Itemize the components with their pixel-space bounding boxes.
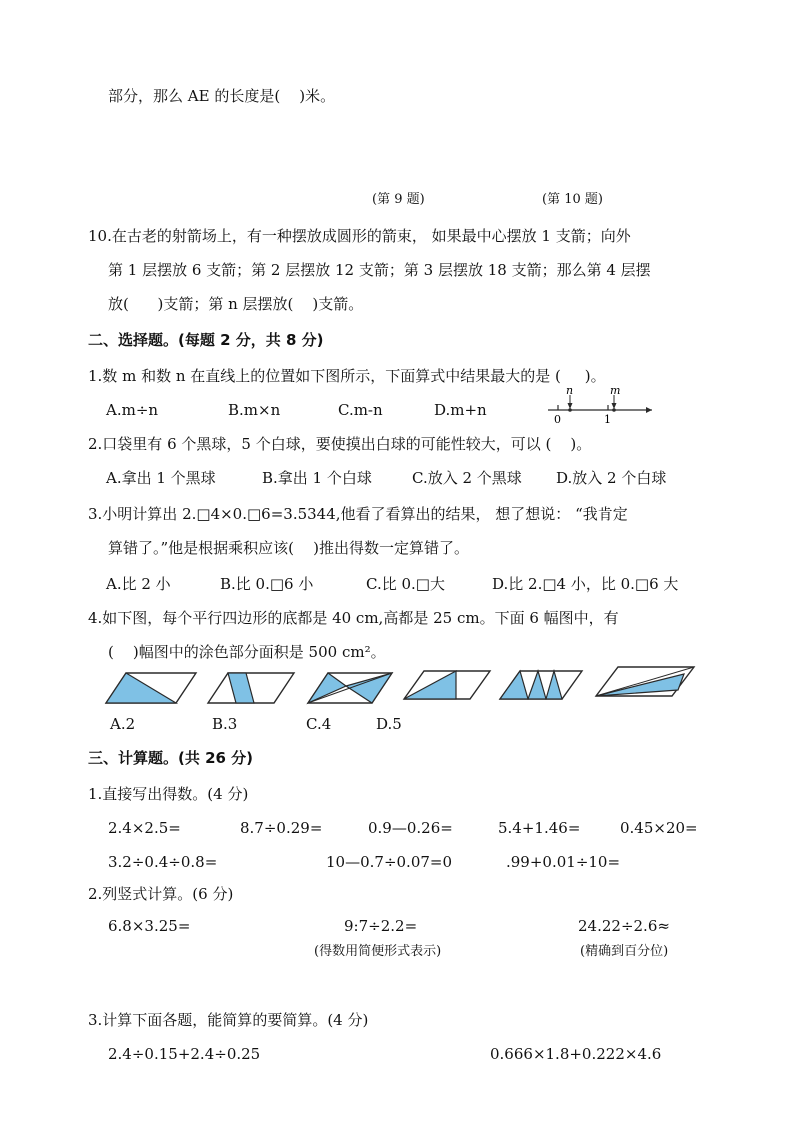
s2-q2-option-d: D.放入 2 个白球 [556, 469, 667, 487]
s3-q3-stem: 3.计算下面各题，能简算的要简算。(4 分) [88, 1011, 369, 1029]
s3-q1-r1-1: 2.4×2.5= [108, 819, 181, 837]
parallelogram-figure-4 [402, 668, 492, 702]
caption-question-9: (第 9 题) [372, 192, 425, 207]
s3-q2-item-2: 9:7÷2.2= [344, 917, 418, 935]
s3-q1-r2-2: 10—0.7÷0.07=0 [326, 853, 453, 871]
s2-q3-option-c: C.比 0.□大 [366, 575, 445, 593]
parallelogram-figure-3 [306, 670, 394, 706]
caption-question-10: (第 10 题) [542, 192, 603, 207]
s2-q4-option-d: D.5 [376, 715, 402, 733]
s3-q2-item-3: 24.22÷2.6≈ [578, 917, 670, 935]
s2-q1-option-b: B.m×n [228, 401, 281, 419]
s2-q3-option-b: B.比 0.□6 小 [220, 575, 314, 593]
q10-line-1: 10.在古老的射箭场上，有一种摆放成圆形的箭束， 如果最中心摆放 1 支箭；向外 [88, 227, 631, 245]
s2-q4-line-2: ( )幅图中的涂色部分面积是 500 cm²。 [108, 643, 386, 661]
tick-0: 0 [554, 413, 561, 426]
s2-q2-stem: 2.口袋里有 6 个黑球，5 个白球，要使摸出白球的可能性较大，可以 ( )。 [88, 435, 592, 453]
s2-q1-option-c: C.m-n [338, 401, 383, 419]
s2-q3-option-a: A.比 2 小 [106, 575, 171, 593]
s2-q3-option-d: D.比 2.□4 小，比 0.□6 大 [492, 575, 679, 593]
label-n: n [566, 386, 574, 397]
s3-q1-r1-3: 0.9—0.26= [368, 819, 453, 837]
s3-q1-r2-3: .99+0.01÷10= [506, 853, 621, 871]
s2-q2-option-c: C.放入 2 个黑球 [412, 469, 522, 487]
s3-q1-r1-2: 8.7÷0.29= [240, 819, 323, 837]
s2-q2-option-a: A.拿出 1 个黑球 [106, 469, 216, 487]
s2-q1-stem: 1.数 m 和数 n 在直线上的位置如下图所示，下面算式中结果最大的是 ( )。 [88, 367, 606, 385]
q9-continuation: 部分，那么 AE 的长度是( )米。 [108, 87, 336, 105]
s3-q1-r1-4: 5.4+1.46= [498, 819, 581, 837]
s3-q1-r2-1: 3.2÷0.4÷0.8= [108, 853, 218, 871]
s2-q4-line-1: 4.如下图，每个平行四边形的底都是 40 cm,高都是 25 cm。下面 6 幅图中，有 [88, 609, 619, 627]
parallelogram-figure-1 [104, 670, 198, 706]
s3-q2-note-2: (精确到百分位) [580, 944, 669, 959]
s3-q3-item-1: 2.4÷0.15+2.4÷0.25 [108, 1045, 261, 1063]
s2-q4-option-a: A.2 [110, 715, 136, 733]
number-line-figure [542, 386, 654, 426]
s3-q2-note-1: (得数用简便形式表示) [314, 944, 442, 959]
s3-q2-stem: 2.列竖式计算。(6 分) [88, 885, 234, 903]
tick-1: 1 [604, 413, 611, 426]
s3-q1-stem: 1.直接写出得数。(4 分) [88, 785, 249, 803]
section-3-title: 三、计算题。(共 26 分) [88, 749, 254, 767]
s3-q3-item-2: 0.666×1.8+0.222×4.6 [490, 1045, 662, 1063]
q10-line-2: 第 1 层摆放 6 支箭；第 2 层摆放 12 支箭；第 3 层摆放 18 支箭；那么第 4 层摆 [108, 261, 651, 279]
s2-q3-line-1: 3.小明计算出 2.□4×0.□6=3.5344,他看了看算出的结果， 想了想说： “我肯定 [88, 505, 628, 523]
section-2-title: 二、选择题。(每题 2 分，共 8 分) [88, 331, 324, 349]
s2-q2-option-b: B.拿出 1 个白球 [262, 469, 372, 487]
parallelogram-figure-5 [498, 668, 584, 702]
q10-line-3: 放( )支箭；第 n 层摆放( )支箭。 [108, 295, 364, 313]
s3-q1-r1-5: 0.45×20= [620, 819, 698, 837]
s2-q1-option-a: A.m÷n [106, 401, 159, 419]
s3-q2-item-1: 6.8×3.25= [108, 917, 191, 935]
s2-q4-option-c: C.4 [306, 715, 332, 733]
parallelogram-figure-6 [594, 664, 696, 700]
s2-q3-line-2: 算错了。”他是根据乘积应该( )推出得数一定算错了。 [108, 539, 469, 557]
label-m: m [610, 386, 621, 397]
parallelogram-figure-2 [206, 670, 296, 706]
s2-q1-option-d: D.m+n [434, 401, 487, 419]
s2-q4-option-b: B.3 [212, 715, 238, 733]
